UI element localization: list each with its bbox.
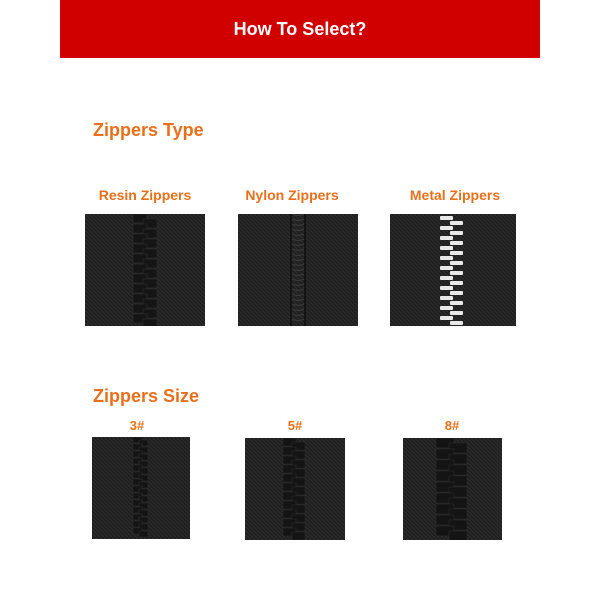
header-banner [60,0,540,58]
types-section-title: Zippers Type [93,120,204,140]
header-title: How To Select? [233,18,367,39]
metal-zipper-swatch [390,214,516,326]
size-5-zipper-swatch [245,438,345,540]
sizes-section-title: Zippers Size [93,386,200,406]
type-label-nylon: Nylon Zippers [245,187,339,203]
size-label-5: 5# [287,418,303,433]
resin-zipper-swatch [85,214,205,326]
size-label-8: 8# [444,418,460,433]
type-label-resin: Resin Zippers [98,187,192,203]
size-8-zipper-swatch [403,438,502,540]
type-label-metal: Metal Zippers [409,187,501,203]
size-3-zipper-swatch [92,437,190,539]
nylon-zipper-swatch [238,214,358,326]
size-label-3: 3# [129,418,145,433]
